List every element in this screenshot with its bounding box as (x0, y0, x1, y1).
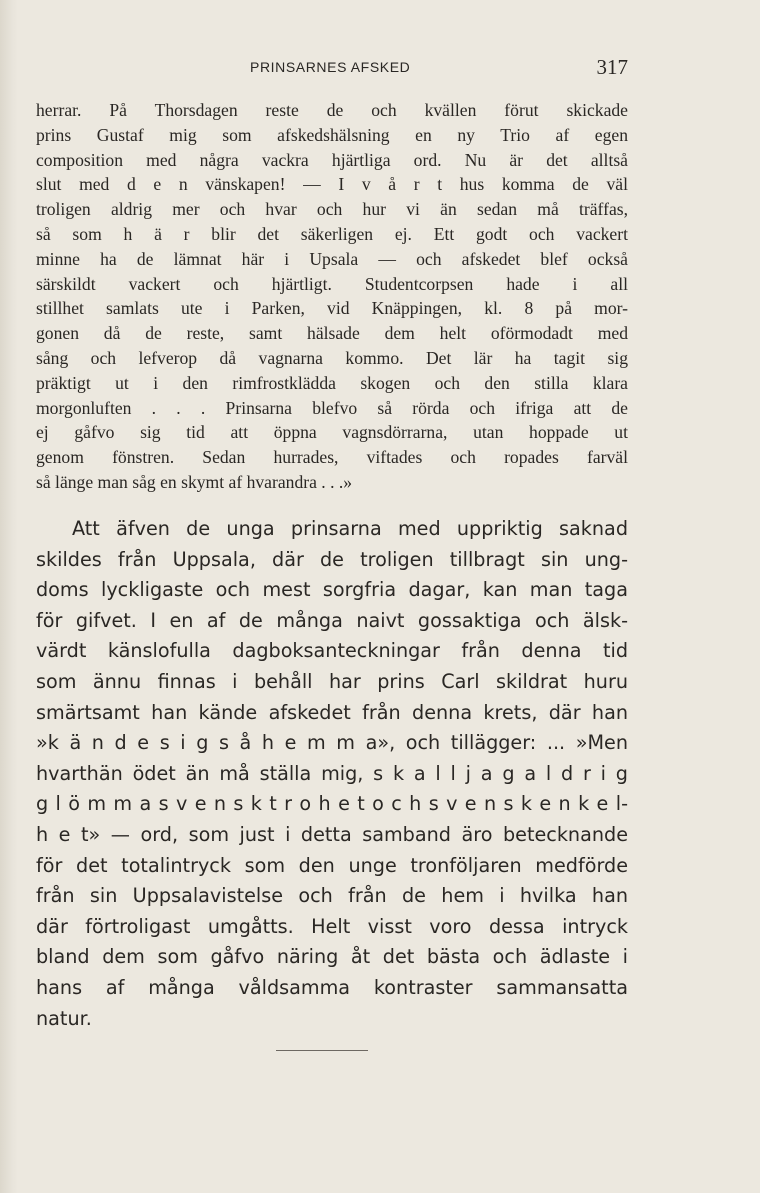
text-line: för det totalintryck som den unge tronföljaren medförde (36, 853, 628, 877)
text-line: »k ä n d e s i g s å h e m m a», och tillägger: ... »Men (36, 731, 628, 755)
text-line: präktigt ut i den rimfrostklädda skogen och den stilla klara (36, 372, 628, 393)
text-line: g l ö m m a s v e n s k t r o h e t o c h s v e n s k e n k e l- (36, 792, 628, 816)
running-title: PRINSARNES AFSKED (250, 59, 411, 75)
page-header (36, 57, 628, 81)
text-line: doms lyckligaste och mest sorgfria dagar, kan man taga (36, 578, 628, 602)
text-line: som ännu finnas i behåll har prins Carl skildrat huru (36, 669, 628, 693)
text-line: för gifvet. I en af de många naivt gossaktiga och älsk- (36, 608, 628, 632)
text-line: stillhet samlats ute i Parken, vid Knäppingen, kl. 8 på mor- (36, 298, 628, 319)
page-gutter (0, 0, 18, 1193)
text-line: smärtsamt han kände afskedet från denna krets, där han (36, 700, 628, 724)
text-line: hvarthän ödet än må ställa mig, s k a l l j a g a l d r i g (36, 761, 628, 785)
text-line: Att äfven de unga prinsarna med uppriktig saknad (72, 517, 628, 540)
text-line: slut med d e n vänskapen! — I v å r t hus komma de väl (36, 174, 628, 195)
text-line: så länge man såg en skymt af hvarandra . . .» (36, 471, 353, 492)
text-line: värdt känslofulla dagboksanteckningar från denna tid (36, 639, 628, 663)
text-line: skildes från Uppsala, där de troligen tillbragt sin ung- (36, 547, 628, 571)
text-line: genom fönstren. Sedan hurrades, viftades och ropades farväl (36, 447, 628, 468)
body-paragraph (36, 514, 628, 1034)
text-line: hans af många våldsamma kontraster sammansatta (36, 975, 628, 999)
page-number: 317 (596, 55, 628, 79)
text-line: natur. (36, 1006, 92, 1030)
text-line: ej gåfvo sig tid att öppna vagnsdörrarna, utan hoppade ut (36, 422, 628, 443)
text-line: prins Gustaf mig som afskedshälsning en ny Trio af egen (36, 124, 628, 145)
text-line: gonen då de reste, samt hälsade dem helt oförmodadt med (36, 323, 628, 344)
text-line: minne ha de lämnat här i Upsala — och afskedet blef också (36, 248, 628, 269)
quoted-passage (36, 98, 628, 495)
text-line: composition med några vackra hjärtliga ord. Nu är det alltså (36, 149, 628, 170)
text-line: herrar. På Thorsdagen reste de och kvällen förut skickade (36, 100, 628, 120)
text-line: särskildt vackert och hjärtligt. Studentcorpsen hade i all (36, 273, 628, 294)
text-line: morgonluften . . . Prinsarna blefvo så rörda och ifriga att de (36, 397, 628, 418)
section-divider (276, 1050, 368, 1051)
text-line: där förtroligast umgåtts. Helt visst voro dessa intryck (36, 914, 628, 938)
text-line: h e t» — ord, som just i detta samband äro betecknande (36, 822, 628, 846)
text-line: så som h ä r blir det säkerligen ej. Ett godt och vackert (36, 223, 628, 244)
text-line: sång och lefverop då vagnarna kommo. Det lär ha tagit sig (36, 347, 628, 368)
text-line: från sin Uppsalavistelse och från de hem i hvilka han (36, 884, 628, 908)
text-line: bland dem som gåfvo näring åt det bästa och ädlaste i (36, 945, 628, 969)
text-line: troligen aldrig mer och hvar och hur vi än sedan må träffas, (36, 199, 628, 220)
